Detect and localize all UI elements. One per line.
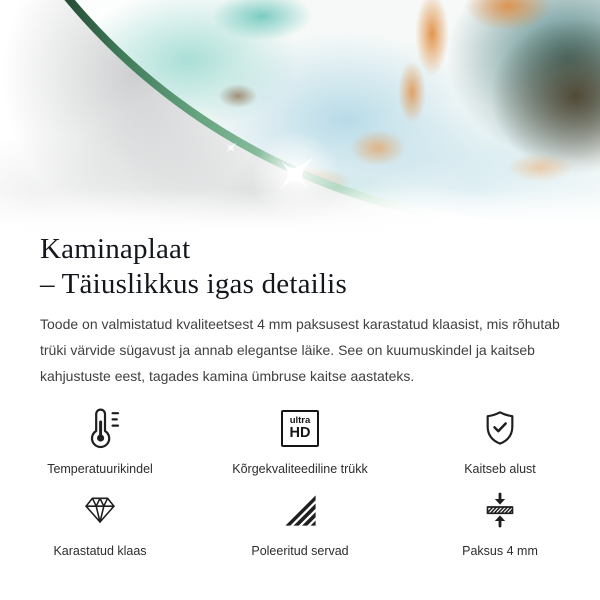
small-sparkle-icon	[222, 139, 240, 157]
sparkle-icon	[267, 147, 323, 203]
title-line-1: Kaminaplaat	[40, 233, 191, 265]
product-description-section	[0, 230, 600, 559]
ultra-hd-icon: ultra HD	[281, 404, 319, 452]
feature-label: Karastatud klaas	[53, 544, 147, 558]
feature-label: Paksus 4 mm	[462, 544, 538, 558]
feature-label: Kaitseb alust	[464, 462, 536, 476]
feature-protects-base	[400, 404, 600, 477]
diamond-icon	[80, 486, 120, 534]
title-line-2: – Täiuslikkus igas detailis	[40, 268, 347, 300]
feature-temperature	[0, 404, 200, 477]
feature-print-quality	[200, 404, 400, 477]
shield-check-icon	[480, 404, 520, 452]
polished-edges-icon	[282, 486, 319, 534]
feature-label: Temperatuurikindel	[47, 462, 153, 476]
product-image	[0, 0, 600, 230]
feature-tempered-glass	[0, 486, 200, 559]
thickness-4mm-icon	[480, 486, 520, 534]
feature-thickness	[400, 486, 600, 559]
feature-grid	[0, 404, 600, 559]
feature-label: Poleeritud servad	[251, 544, 349, 558]
page-title	[40, 232, 560, 302]
product-description: Toode on valmistatud kvaliteetsest 4 mm paksusest karastatud klaasist, mis rõhutab trüki värvide sügavust ja annab elegantse läike. See on kuumuskindel ja kaitseb kahjustuste eest, tagades kamina ümbruse kaitse aastateks.	[40, 316, 560, 384]
feature-label: Kõrgekvaliteediline trükk	[232, 462, 368, 476]
thermometer-icon	[76, 404, 124, 452]
feature-polished-edges	[200, 486, 400, 559]
